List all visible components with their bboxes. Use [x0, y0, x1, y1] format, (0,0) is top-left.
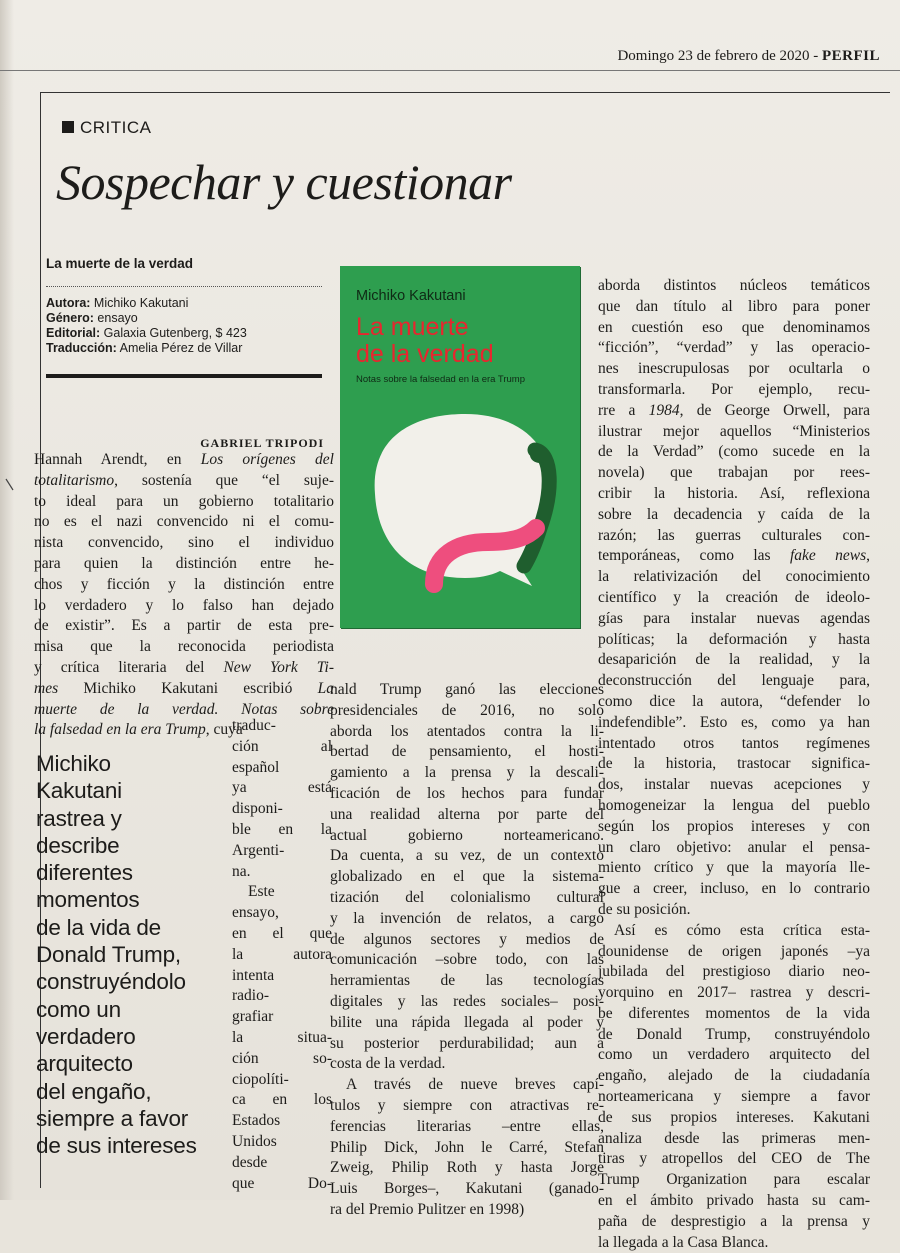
text-line: ensayo,: [232, 904, 279, 922]
text-line: Trump Organization para escalar: [598, 1171, 870, 1189]
text-line: tulos y siempre con atractivas re-: [330, 1096, 604, 1114]
text-line: dos, instalar nuevas acepciones y: [598, 776, 870, 794]
text-line: disponi-: [232, 800, 283, 818]
text-line: Hannah Arendt, en Los orígenes del: [34, 451, 334, 468]
text-line: desde: [232, 1153, 268, 1171]
pull-quote-line: como un: [36, 996, 121, 1022]
text-line: que Do-: [232, 1174, 332, 1192]
text-line: Argenti-: [232, 841, 285, 859]
text-line: yorquino en 2017– rastrea y descri-: [598, 984, 870, 1002]
text-line: be diferentes momentos de la vida: [598, 1004, 870, 1022]
article-column-2: [330, 680, 604, 1221]
text-line: razón; las guerras culturales con-: [598, 526, 870, 544]
text-line: herramientas de las tecnologías: [330, 972, 604, 990]
text-line: científico y la creación de ideolo-: [598, 588, 870, 606]
text-line: como dice la autora, “defender lo: [598, 692, 870, 710]
pull-quote: [36, 750, 232, 1159]
text-line: que dan título al libro para poner: [598, 297, 870, 315]
text-line: para quien la distinción entre he-: [34, 554, 334, 572]
text-line: Zweig, Philip Roth y hasta Jorge: [330, 1159, 604, 1177]
text-line: tiras y atropellos del CEO de The: [598, 1150, 870, 1168]
text-line: de existir”. Es a partir de esta pre-: [34, 617, 334, 635]
pull-quote-line: Donald Trump,: [36, 942, 181, 968]
text-line: paña de desprestigio a la prensa y: [598, 1212, 870, 1230]
text-line: deconstrucción del lenguaje para,: [598, 672, 870, 690]
text-line: nald Trump ganó las elecciones: [330, 681, 604, 698]
text-line: digitales y las redes sociales– posi-: [330, 992, 604, 1010]
pull-quote-line: arquitecto: [36, 1051, 133, 1077]
text-line: presidenciales de 2016, no solo: [330, 701, 604, 719]
text-line: no es el nazi convencido ni el comu-: [34, 513, 334, 531]
text-line: y la invención de relatos, a cargo: [330, 909, 604, 927]
margin-mark-icon: [4, 478, 16, 492]
section-name: CRITICA: [80, 118, 152, 137]
text-line: la situa-: [232, 1028, 332, 1046]
text-line: “ficción”, “verdad” y las operacio-: [598, 339, 870, 357]
text-line: ción al: [232, 737, 332, 755]
header-date: Domingo 23 de febrero de 2020 -: [617, 48, 819, 64]
pull-quote-line: verdadero: [36, 1023, 136, 1049]
text-line: cribir la historia. Así, reflexiona: [598, 484, 870, 502]
pull-quote-line: del engaño,: [36, 1078, 152, 1104]
text-line: un claro objetivo: anular el pensa-: [598, 838, 870, 856]
text-line: indefendible”. Esto es, como ya han: [598, 713, 870, 731]
text-line: su posterior perdurabilidad; aun a: [330, 1034, 604, 1052]
text-line: engaño, alejado de la ciudadanía: [598, 1067, 870, 1085]
headline: Sospechar y cuestionar: [56, 154, 512, 210]
text-line: en el que: [232, 924, 332, 942]
pull-quote-line: rastrea y: [36, 805, 122, 831]
book-cover-image: [340, 266, 580, 628]
text-line: la autora: [232, 945, 332, 963]
cover-author: Michiko Kakutani: [356, 288, 466, 304]
text-line: Luis Borges–, Kakutani (ganado-: [330, 1180, 604, 1198]
text-line: ca en los: [232, 1091, 332, 1109]
article-column-1-narrow: [232, 716, 332, 1194]
text-line: políticas; la deformación y hasta: [598, 630, 870, 648]
text-line: gías para instalar nuevas agendas: [598, 609, 870, 627]
page-header: [560, 48, 880, 65]
text-line: intenta: [232, 966, 275, 984]
pull-quote-line: Kakutani: [36, 778, 122, 804]
meta-translation: Traducción: Amelia Pérez de Villar: [46, 341, 243, 355]
text-line: radio-: [232, 987, 270, 1005]
article-column-1: [34, 450, 334, 741]
book-title: La muerte de la verdad: [46, 256, 194, 271]
text-line: grafiar: [232, 1008, 274, 1026]
section-square-icon: [62, 121, 74, 133]
text-line: jubilada del prestigioso diario neo-: [598, 963, 870, 981]
text-line: temporáneas, como las fake news,: [598, 547, 870, 565]
text-line: tización del colonialismo cultural: [330, 888, 604, 906]
text-line: en el ámbito privado hasta su cam-: [598, 1192, 870, 1210]
text-line: traduc-: [232, 717, 276, 734]
text-line: desaparición de la realidad, y la: [598, 651, 870, 669]
pull-quote-line: Michiko: [36, 751, 111, 776]
text-line: de Donald Trump, construyéndolo: [598, 1025, 870, 1043]
byline: GABRIEL TRIPODI: [200, 436, 324, 450]
text-line: Este: [248, 883, 275, 901]
text-line: sobre la decadencia y caída de la: [598, 505, 870, 523]
text-line: intentado otros tantos regímenes: [598, 734, 870, 752]
text-line: una realidad alterna por parte del: [330, 805, 604, 823]
text-line: nes inescrupulosas por ocultarla o: [598, 360, 870, 378]
text-line: Philip Dick, John le Carré, Stefan: [330, 1138, 604, 1156]
snake-head-shape: [530, 447, 550, 463]
pull-quote-line: describe: [36, 832, 120, 858]
text-line: la relativización del conocimiento: [598, 568, 870, 586]
pull-quote-line: diferentes: [36, 860, 133, 886]
text-line: homogeneizar la lengua del pueblo: [598, 796, 870, 814]
text-line: aborda los atentados contra la li-: [330, 722, 604, 740]
cover-subtitle: Notas sobre la falsedad en la era Trump: [356, 374, 525, 385]
text-line: como un verdadero arquitecto del: [598, 1046, 870, 1064]
section-label: [62, 118, 152, 138]
text-line: Unidos: [232, 1132, 277, 1150]
text-line: español: [232, 758, 280, 776]
text-line: rre a 1984, de George Orwell, para: [598, 401, 870, 419]
text-line: y crítica literaria del New York Ti-: [34, 658, 335, 676]
text-line: Así es cómo esta crítica esta-: [614, 921, 870, 939]
text-line: ilustrar mejor aquellos “Ministerios: [598, 422, 870, 440]
text-line: norteamericana y siempre a favor: [598, 1088, 870, 1106]
text-line: ble en la: [232, 820, 332, 838]
text-line: A través de nueve breves capí-: [346, 1076, 604, 1094]
text-line: miento crítico y que la mayoría lle-: [598, 859, 870, 877]
text-line: ferencias literarias –entre ellas,: [330, 1117, 604, 1135]
text-line: en cuestión eso que denominamos: [598, 318, 870, 336]
text-line: chos y ficción y la distinción entre: [34, 575, 334, 593]
page-edge-shadow: [0, 0, 14, 1200]
publication-name: PERFIL: [821, 48, 880, 64]
text-line: dounidense de origen japonés –ya: [598, 942, 870, 960]
text-line: ción so-: [232, 1049, 332, 1067]
text-line: lo verdadero y lo falso han dejado: [34, 596, 334, 614]
text-line: analiza desde las primeras men-: [598, 1129, 870, 1147]
text-line: de la Verdad” (como sucede en la: [598, 443, 870, 461]
text-line: según los propios intereses y con: [598, 817, 870, 835]
text-line: ra del Premio Pulitzer en 1998): [330, 1200, 525, 1218]
text-line: actual gobierno norteamericano.: [330, 826, 604, 844]
text-line: de la historia, trastocar significa-: [598, 755, 870, 773]
text-line: de su posición.: [598, 900, 691, 918]
article-column-3: [598, 276, 870, 1253]
pull-quote-line: momentos: [36, 887, 140, 913]
text-line: to ideal para un gobierno totalitario: [34, 492, 334, 510]
text-line: la falsedad en la era Trump, cuya: [34, 721, 243, 739]
text-line: costa de la verdad.: [330, 1055, 446, 1073]
text-line: de sus propios intereses. Kakutani: [598, 1108, 870, 1126]
text-line: gue a creer, incluso, en lo contrario: [598, 880, 870, 898]
text-line: globalizado en el que la sistema-: [330, 868, 604, 886]
text-line: ciopolíti-: [232, 1070, 289, 1088]
text-line: comunicación –sobre todo, con las: [330, 951, 604, 969]
book-meta: [46, 296, 336, 356]
meta-genre: Género: ensayo: [46, 311, 138, 325]
pull-quote-line: de la vida de: [36, 914, 161, 940]
text-line: Da cuenta, a su vez, de un contexto: [330, 847, 604, 865]
text-line: ya está: [232, 779, 332, 797]
text-line: misa que la reconocida periodista: [34, 638, 334, 656]
text-line: na.: [232, 862, 251, 880]
meta-publisher: Editorial: Galaxia Gutenberg, $ 423: [46, 326, 247, 340]
text-line: novela) que trabajan por rees-: [598, 464, 870, 482]
text-line: nista convencido, sino el individuo: [34, 534, 334, 552]
text-line: mes Michiko Kakutani escribió La: [34, 679, 334, 697]
text-line: bertad de pensamiento, el hosti-: [330, 743, 604, 761]
thick-divider: [46, 374, 322, 378]
pull-quote-line: construyéndolo: [36, 969, 186, 995]
dotted-divider: [46, 286, 322, 287]
text-line: ficación de los hechos para fundar: [330, 784, 604, 802]
pull-quote-line: de sus intereses: [36, 1133, 197, 1159]
text-line: bilite una rápida llegada al poder y: [330, 1013, 604, 1031]
header-rule: [0, 70, 900, 71]
text-line: aborda distintos núcleos temáticos: [598, 277, 870, 294]
text-line: transformarla. Por ejemplo, recu-: [598, 380, 870, 398]
text-line: totalitarismo, sostenía que “el suje-: [34, 471, 334, 489]
text-line: de algunos sectores y medios de: [330, 930, 604, 948]
text-line: muerte de la verdad. Notas sobre: [34, 700, 334, 718]
cover-title: La muerte de la verdad: [356, 313, 494, 368]
text-line: la llegada a la Casa Blanca.: [598, 1233, 769, 1251]
pull-quote-line: siempre a favor: [36, 1105, 189, 1131]
text-line: gamiento a la prensa y la descali-: [330, 764, 604, 782]
meta-author: Autora: Michiko Kakutani: [46, 296, 189, 310]
text-line: Estados: [232, 1112, 281, 1130]
